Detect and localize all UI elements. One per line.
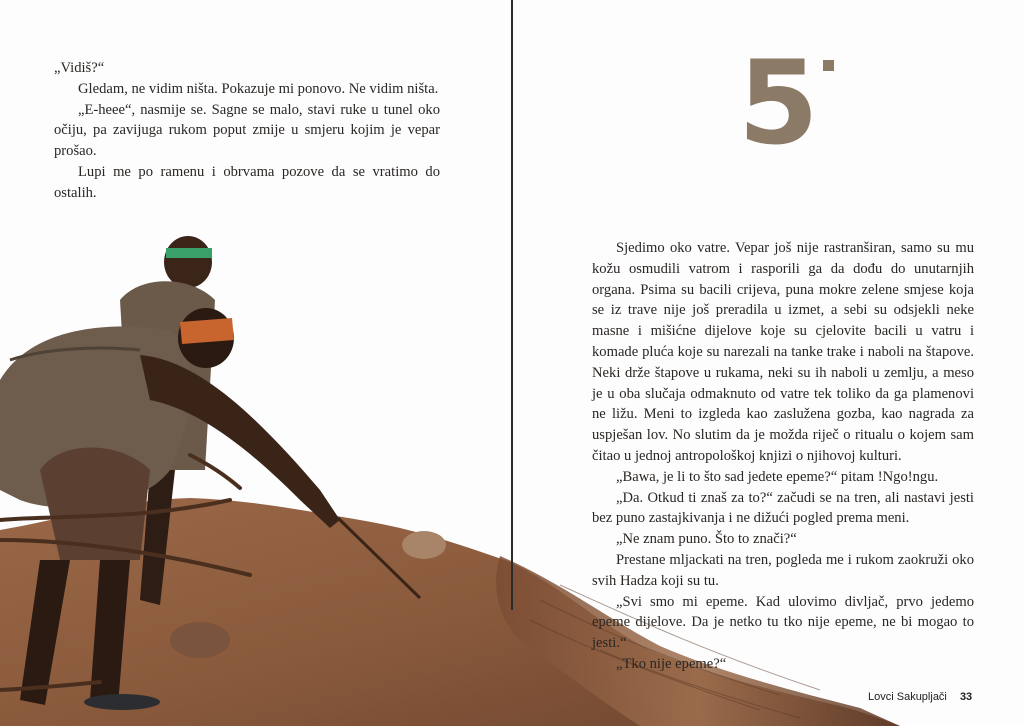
paragraph: „Da. Otkud ti znaš za to?“ začudi se na tren, ali nastavi jesti bez puno zastajkivanja i ne dižući pogled prema meni. — [592, 489, 974, 527]
running-title: Lovci Sakupljači — [868, 691, 947, 703]
paragraph: Prestane mljackati na tren, pogleda me i rukom zaokruži oko svih Hadza koji su tu. — [592, 551, 974, 589]
paragraph: Gledam, ne vidim ništa. Pokazuje mi ponovo. Ne vidim ništa. — [78, 80, 439, 97]
chapter-mark — [823, 60, 834, 71]
left-page-text — [54, 58, 440, 204]
paragraph: „Ne znam puno. Što to znači?“ — [616, 531, 797, 548]
right-page-text — [592, 238, 974, 675]
rock — [402, 531, 446, 559]
chapter-number: 5 — [738, 36, 817, 171]
paragraph: „Vidiš?“ — [54, 60, 105, 76]
paragraph: „Bawa, je li to što sad jedete epeme?“ pitam !Ngo!ngu. — [616, 468, 939, 485]
paragraph: „Tko nije epeme?“ — [616, 655, 727, 672]
paragraph: „E-heee“, nasmije se. Sagne se malo, stavi ruke u tunel oko očiju, pa zavijuga rukom poput zmije u smjeru kojim je vepar prošao. — [54, 101, 440, 160]
paragraph: „Svi smo mi epeme. Kad ulovimo divljač, prvo jedemo epeme dijelove. Da je netko tu tko nije epeme, ne bi mogao to jesti.“ — [592, 593, 974, 652]
page-footer — [868, 691, 972, 703]
paragraph: Sjedimo oko vatre. Vepar još nije rastranširan, samo su mu kožu osmudili vatrom i rasporili ga da dođu do unutarnjih organa. Psima su bacili crijeva, puna mokre zelene smjese koja se iz trave nije još preradila u izmet, a sebi su odsjekli neke masne i mišićne dijelove koje su cjelovite bacili u vatru i komade pluća koje su narezali na tanke trake i naboli na štapove. Neki drže štapove u rukama, neki su ih naboli u zemlju, a meso je u oba slučaja odmaknuto od vatre tek toliko da ga plamenovi ne ližu. Meni to izgleda kao zaslužena gozba, kao nagrada za uspješan lov. No slutim da je možda riječ o ritualu o kojem sam čitao u jednoj antropološkoj knjizi o njihovoj kulturi. — [592, 240, 974, 464]
paragraph: Lupi me po ramenu i obrvama pozove da se vratimo do ostalih. — [54, 163, 440, 201]
page-number: 33 — [959, 691, 973, 703]
rock — [170, 622, 230, 658]
page-gutter — [511, 0, 513, 610]
